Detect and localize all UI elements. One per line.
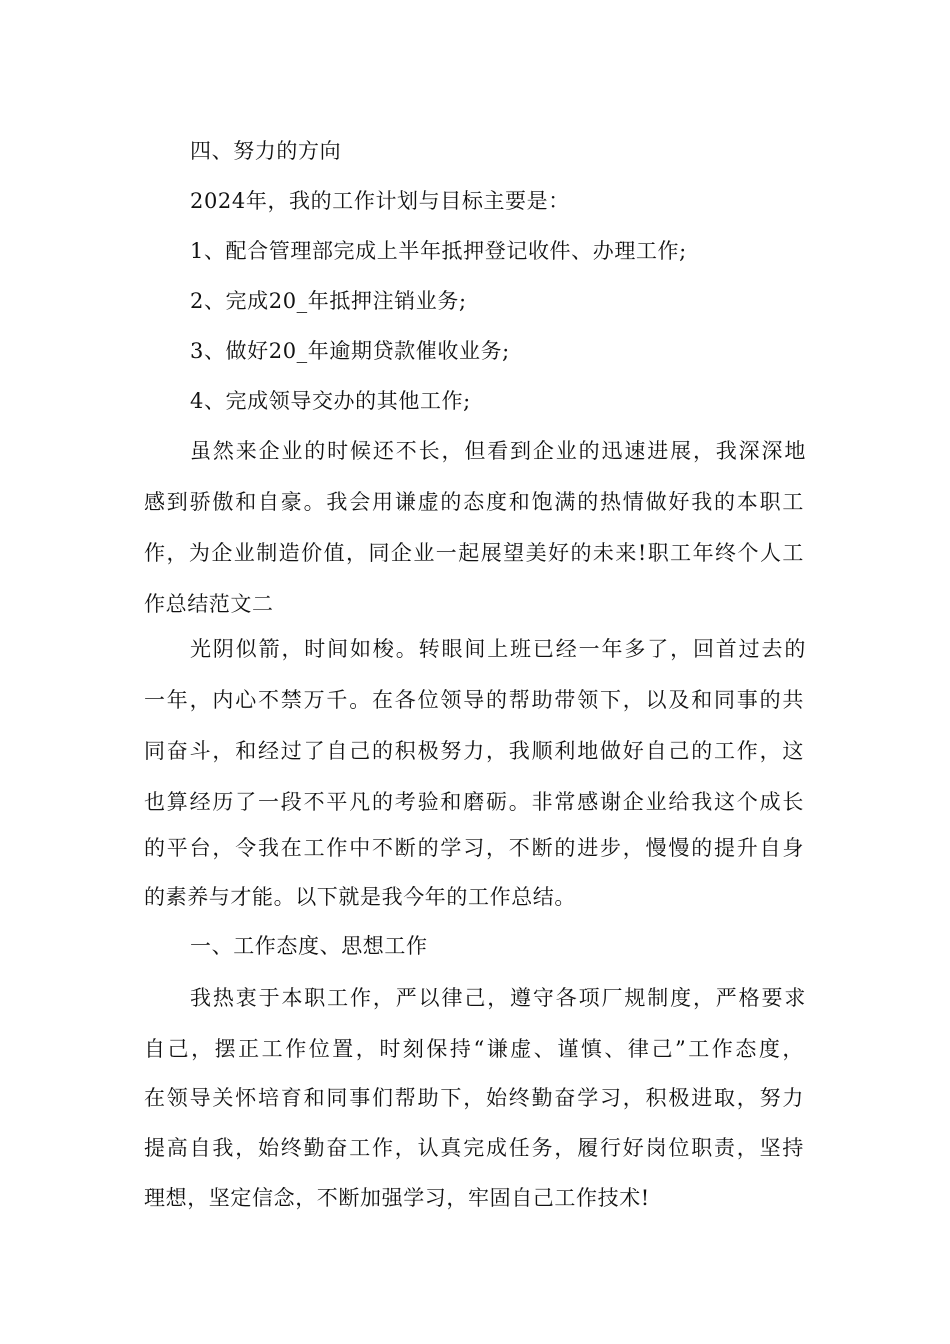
plan-item: 4、完成领导交办的其他工作; (190, 389, 471, 413)
plan-item: 1、配合管理部完成上半年抵押登记收件、办理工作; (190, 239, 687, 263)
plan-item: 3、做好20_年逾期贷款催收业务; (190, 339, 510, 363)
attitude-paragraph-line: 自己，摆正工作位置，时刻保持“谦虚、谨慎、律己”工作态度， (144, 1037, 804, 1061)
intro-paragraph-line: 一年，内心不禁万千。在各位领导的帮助带领下，以及和同事的共 (144, 688, 804, 712)
intro-paragraph-line: 也算经历了一段不平凡的考验和磨砺。非常感谢企业给我这个成长 (144, 790, 804, 814)
attitude-paragraph-line: 理想，坚定信念，不断加强学习，牢固自己工作技术! (144, 1186, 650, 1210)
section-heading-direction: 四、努力的方向 (190, 139, 342, 163)
intro-paragraph-line: 的平台，令我在工作中不断的学习，不断的进步，慢慢的提升自身 (144, 836, 804, 860)
attitude-paragraph-line: 在领导关怀培育和同事们帮助下，始终勤奋学习，积极进取，努力 (144, 1086, 804, 1110)
closing-paragraph-line: 虽然来企业的时候还不长，但看到企业的迅速进展，我深深地 (190, 439, 806, 463)
attitude-paragraph-line: 提高自我，始终勤奋工作，认真完成任务，履行好岗位职责，坚持 (144, 1136, 804, 1160)
intro-paragraph-line: 的素养与才能。以下就是我今年的工作总结。 (144, 885, 576, 909)
plan-intro: 2024年，我的工作计划与目标主要是： (190, 189, 570, 213)
closing-paragraph-line: 作，为企业制造价值，同企业一起展望美好的未来!职工年终个人工 (144, 541, 804, 565)
closing-paragraph-line: 作总结范文二 (144, 592, 274, 616)
section-heading-attitude: 一、工作态度、思想工作 (190, 934, 428, 958)
plan-item: 2、完成20_年抵押注销业务; (190, 289, 467, 313)
intro-paragraph-line: 光阴似箭，时间如梭。转眼间上班已经一年多了，回首过去的 (190, 637, 806, 661)
attitude-paragraph-line: 我热衷于本职工作，严以律己，遵守各项厂规制度，严格要求 (190, 986, 806, 1010)
intro-paragraph-line: 同奋斗，和经过了自己的积极努力，我顺利地做好自己的工作，这 (144, 739, 804, 763)
closing-paragraph-line: 感到骄傲和自豪。我会用谦虚的态度和饱满的热情做好我的本职工 (144, 490, 804, 514)
